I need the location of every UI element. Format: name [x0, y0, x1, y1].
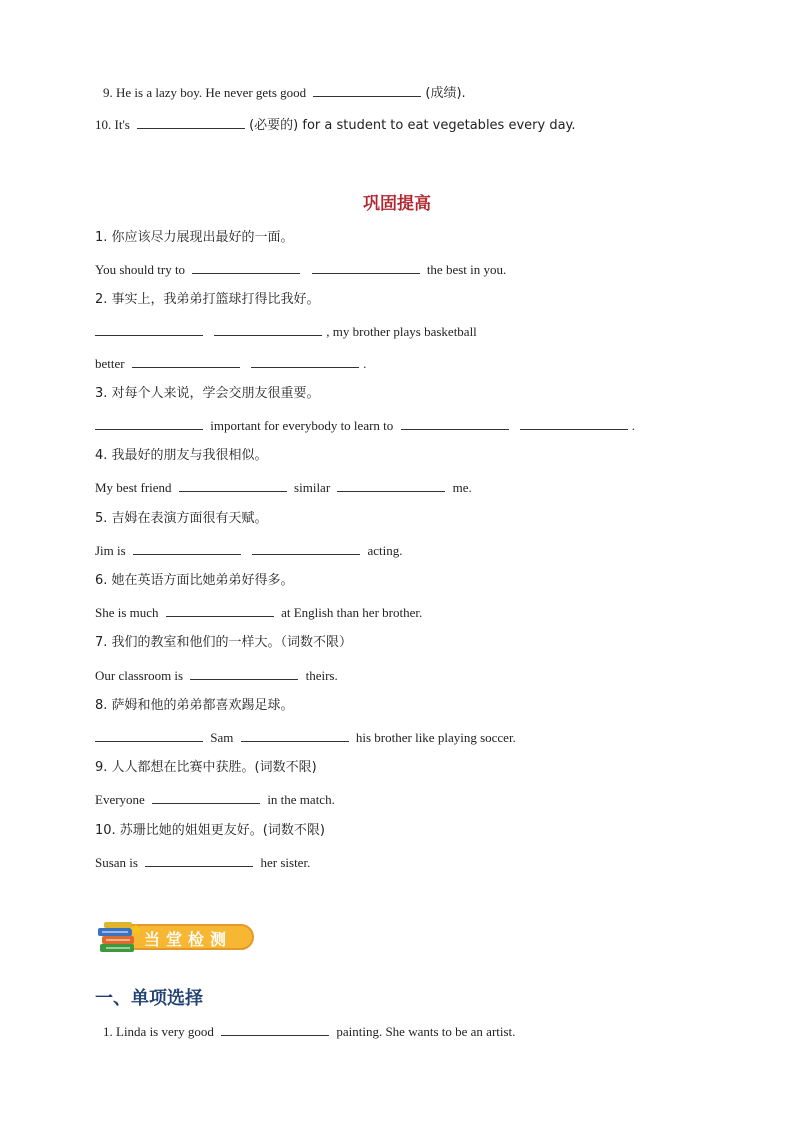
exercise-3-english	[91, 417, 635, 434]
exercise-10-chinese: 10. 苏珊比她的姐姐更友好。(词数不限)	[95, 823, 325, 838]
sentence-text: me.	[452, 480, 472, 495]
sentence-text: Sam	[210, 730, 234, 745]
exercise-6-english	[95, 604, 422, 621]
answer-blank[interactable]	[252, 542, 360, 555]
sentence-text: Jim is	[95, 543, 126, 558]
answer-blank[interactable]	[152, 791, 260, 804]
exercise-2-chinese: 2. 事实上，我弟弟打篮球打得比我好。	[95, 292, 320, 307]
answer-blank[interactable]	[166, 604, 274, 617]
item-text: (必要的) for a student to eat vegetables every day.	[249, 118, 576, 133]
sentence-text: Everyone	[95, 792, 145, 807]
exercise-1-english	[95, 261, 506, 278]
books-icon	[96, 918, 142, 958]
sentence-text: theirs.	[305, 668, 338, 683]
sentence-text: You should try to	[95, 262, 186, 277]
answer-blank[interactable]	[520, 417, 628, 430]
answer-blank[interactable]	[179, 479, 287, 492]
sentence-text: .	[631, 418, 636, 433]
exercise-8-chinese: 8. 萨姆和他的弟弟都喜欢踢足球。	[95, 698, 294, 713]
exercise-4-chinese: 4. 我最好的朋友与我很相似。	[95, 448, 268, 463]
answer-blank[interactable]	[190, 667, 298, 680]
exercise-10-english	[95, 854, 310, 871]
answer-blank[interactable]	[312, 261, 420, 274]
exercise-3-chinese: 3. 对每个人来说，学会交朋友很重要。	[95, 386, 320, 401]
item-text: painting. She wants to be an artist.	[336, 1024, 516, 1039]
answer-blank[interactable]	[95, 729, 203, 742]
exercise-2-english-cont	[95, 355, 366, 372]
exercise-9-chinese: 9. 人人都想在比赛中获胜。(词数不限)	[95, 760, 317, 775]
answer-blank[interactable]	[132, 355, 240, 368]
sentence-text: similar	[294, 480, 331, 495]
answer-blank[interactable]	[214, 323, 322, 336]
sentence-text: better	[95, 356, 125, 371]
exercise-9-english	[95, 791, 335, 808]
sentence-text: She is much	[95, 605, 159, 620]
exercise-6-chinese: 6. 她在英语方面比她弟弟好得多。	[95, 573, 294, 588]
answer-blank[interactable]	[401, 417, 509, 430]
item-text: It's	[114, 117, 130, 132]
part-title: 一、单项选择	[95, 988, 203, 1009]
sentence-text: her sister.	[260, 855, 311, 870]
sentence-text: Our classroom is	[95, 668, 184, 683]
exercise-1-chinese: 1. 你应该尽力展现出最好的一面。	[95, 230, 294, 245]
answer-blank[interactable]	[241, 729, 349, 742]
answer-blank[interactable]	[192, 261, 300, 274]
item-number: 10.	[95, 117, 112, 132]
answer-blank[interactable]	[221, 1023, 329, 1036]
sentence-text: .	[363, 356, 367, 371]
sentence-text: My best friend	[95, 480, 172, 495]
exercise-2-english	[91, 323, 477, 340]
exercise-5-english	[95, 542, 402, 559]
exercise-8-english	[91, 729, 516, 746]
answer-blank[interactable]	[95, 323, 203, 336]
sentence-text: Susan is	[95, 855, 138, 870]
sentence-text: important for everybody to learn to	[210, 418, 394, 433]
bottom-item-1	[103, 1023, 515, 1040]
item-number: 1.	[103, 1024, 113, 1039]
answer-blank[interactable]	[133, 542, 241, 555]
answer-blank[interactable]	[337, 479, 445, 492]
exercise-7-english	[95, 667, 338, 684]
class-test-badge	[96, 918, 258, 958]
sentence-text: at English than her brother.	[281, 605, 423, 620]
answer-blank[interactable]	[95, 417, 203, 430]
answer-blank[interactable]	[251, 355, 359, 368]
sentence-text: , my brother plays basketball	[326, 324, 477, 339]
sentence-text: acting.	[367, 543, 403, 558]
item-text: He is a lazy boy. He never gets good	[116, 85, 307, 100]
item-text: (成绩).	[425, 86, 466, 101]
top-item-10	[95, 116, 576, 134]
top-item-9	[103, 84, 466, 102]
answer-blank[interactable]	[137, 116, 245, 129]
exercise-7-chinese: 7. 我们的教室和他们的一样大。（词数不限）	[95, 635, 353, 650]
item-number: 9.	[103, 85, 113, 100]
answer-blank[interactable]	[313, 84, 421, 97]
sentence-text: his brother like playing soccer.	[355, 730, 516, 745]
exercise-4-english	[95, 479, 472, 496]
item-text: Linda is very good	[116, 1024, 214, 1039]
sentence-text: the best in you.	[426, 262, 507, 277]
section-title: 巩固提高	[363, 194, 431, 214]
sentence-text: in the match.	[267, 792, 335, 807]
exercise-5-chinese: 5. 吉姆在表演方面很有天赋。	[95, 511, 268, 526]
badge-label: 当堂检测	[144, 930, 233, 949]
answer-blank[interactable]	[145, 854, 253, 867]
